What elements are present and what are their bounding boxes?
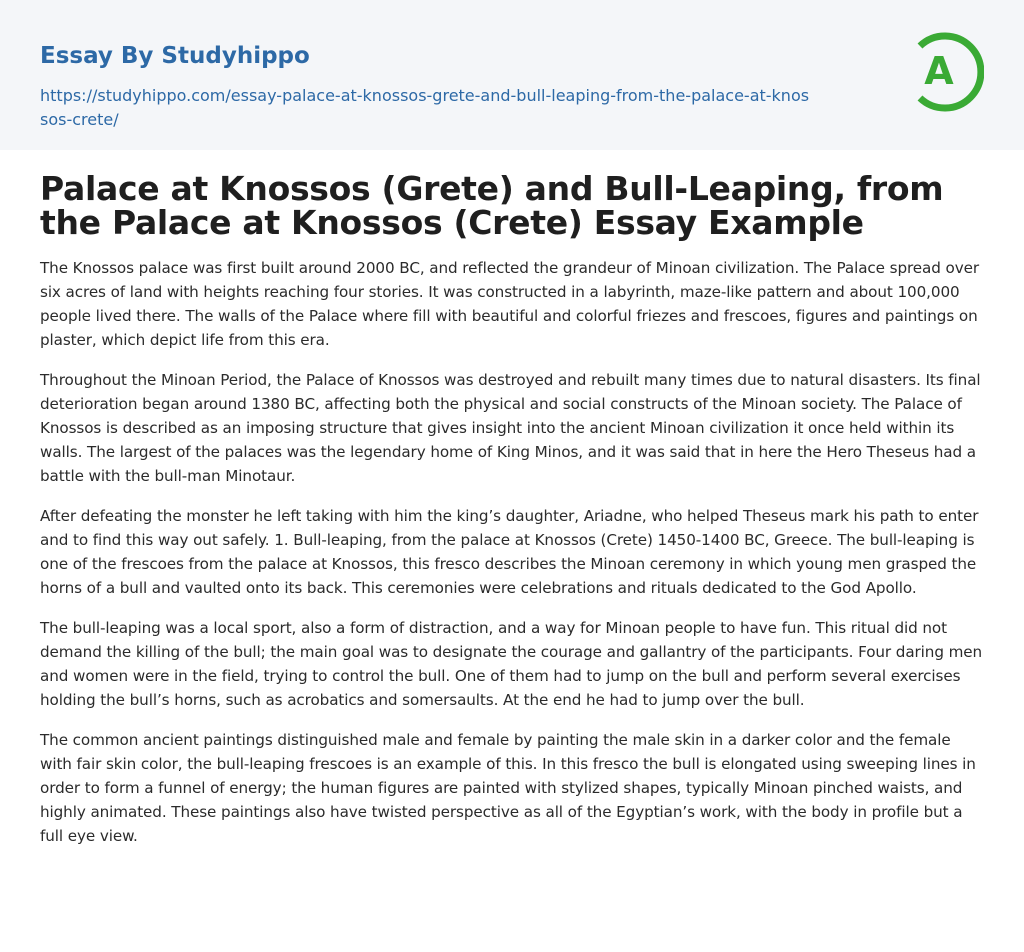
site-title[interactable]: Essay By Studyhippo: [40, 43, 310, 69]
essay-title: Palace at Knossos (Grete) and Bull-Leaping, from the Palace at Knossos (Crete) Essay Example: [40, 169, 944, 242]
essay-paragraph: The common ancient paintings distinguished male and female by painting the male skin in a darker color and the female with fair skin color, the bull-leaping frescoes is an example of this. In this fresco the bull is elongated using sweeping lines in order to form a funnel of energy; the human figures are painted with stylized shapes, typically Minoan pinched waists, and highly animated. These paintings also have twisted perspective as all of the Egyptian’s work, with the body in profile but a full eye view.: [40, 731, 976, 845]
essay-paragraph: The Knossos palace was first built around 2000 BC, and reflected the grandeur of Minoan civilization. The Palace spread over six acres of land with heights reaching four stories. It was constructed in a labyrinth, maze-like pattern and about 100,000 people lived there. The walls of the Palace where fill with beautiful and colorful friezes and frescoes, figures and paintings on plaster, which depict life from this era.: [40, 259, 979, 349]
page-header: [0, 0, 1024, 150]
essay-content: [0, 169, 1024, 848]
essay-paragraph: The bull-leaping was a local sport, also a form of distraction, and a way for Minoan people to have fun. This ritual did not demand the killing of the bull; the main goal was to designate the courage and gallantry of the participants. Four daring men and women were in the field, trying to control the bull. One of them had to jump on the bull and perform several exercises holding the bull’s horns, such as acrobatics and somersaults. At the end he had to jump over the bull.: [40, 619, 983, 709]
logo-letter: A: [924, 49, 954, 93]
essay-paragraph: After defeating the monster he left taking with him the king’s daughter, Ariadne, who helped Theseus mark his path to enter and to find this way out safely. 1. Bull-leaping, from the palace at Knossos (Crete) 1450-1400 BC, Greece. The bull-leaping is one of the frescoes from the palace at Knossos, this fresco describes the Minoan ceremony in which young men grasped the horns of a bull and vaulted onto its back. This ceremonies were celebrations and rituals dedicated to the God Apollo.: [40, 507, 979, 597]
studyhippo-logo-icon[interactable]: [908, 30, 984, 114]
essay-paragraph: Throughout the Minoan Period, the Palace of Knossos was destroyed and rebuilt many times due to natural disasters. Its final deterioration began around 1380 BC, affecting both the physical and social constructs of the Minoan society. The Palace of Knossos is described as an imposing structure that gives insight into the ancient Minoan civilization it once held within its walls. The largest of the palaces was the legendary home of King Minos, and it was said that in here the Hero Theseus had a battle with the bull-man Minotaur.: [40, 371, 981, 485]
essay-body: [40, 256, 984, 848]
source-url-link[interactable]: https://studyhippo.com/essay-palace-at-knossos-grete-and-bull-leaping-from-the-palace-at-knossos-crete/: [40, 86, 810, 129]
